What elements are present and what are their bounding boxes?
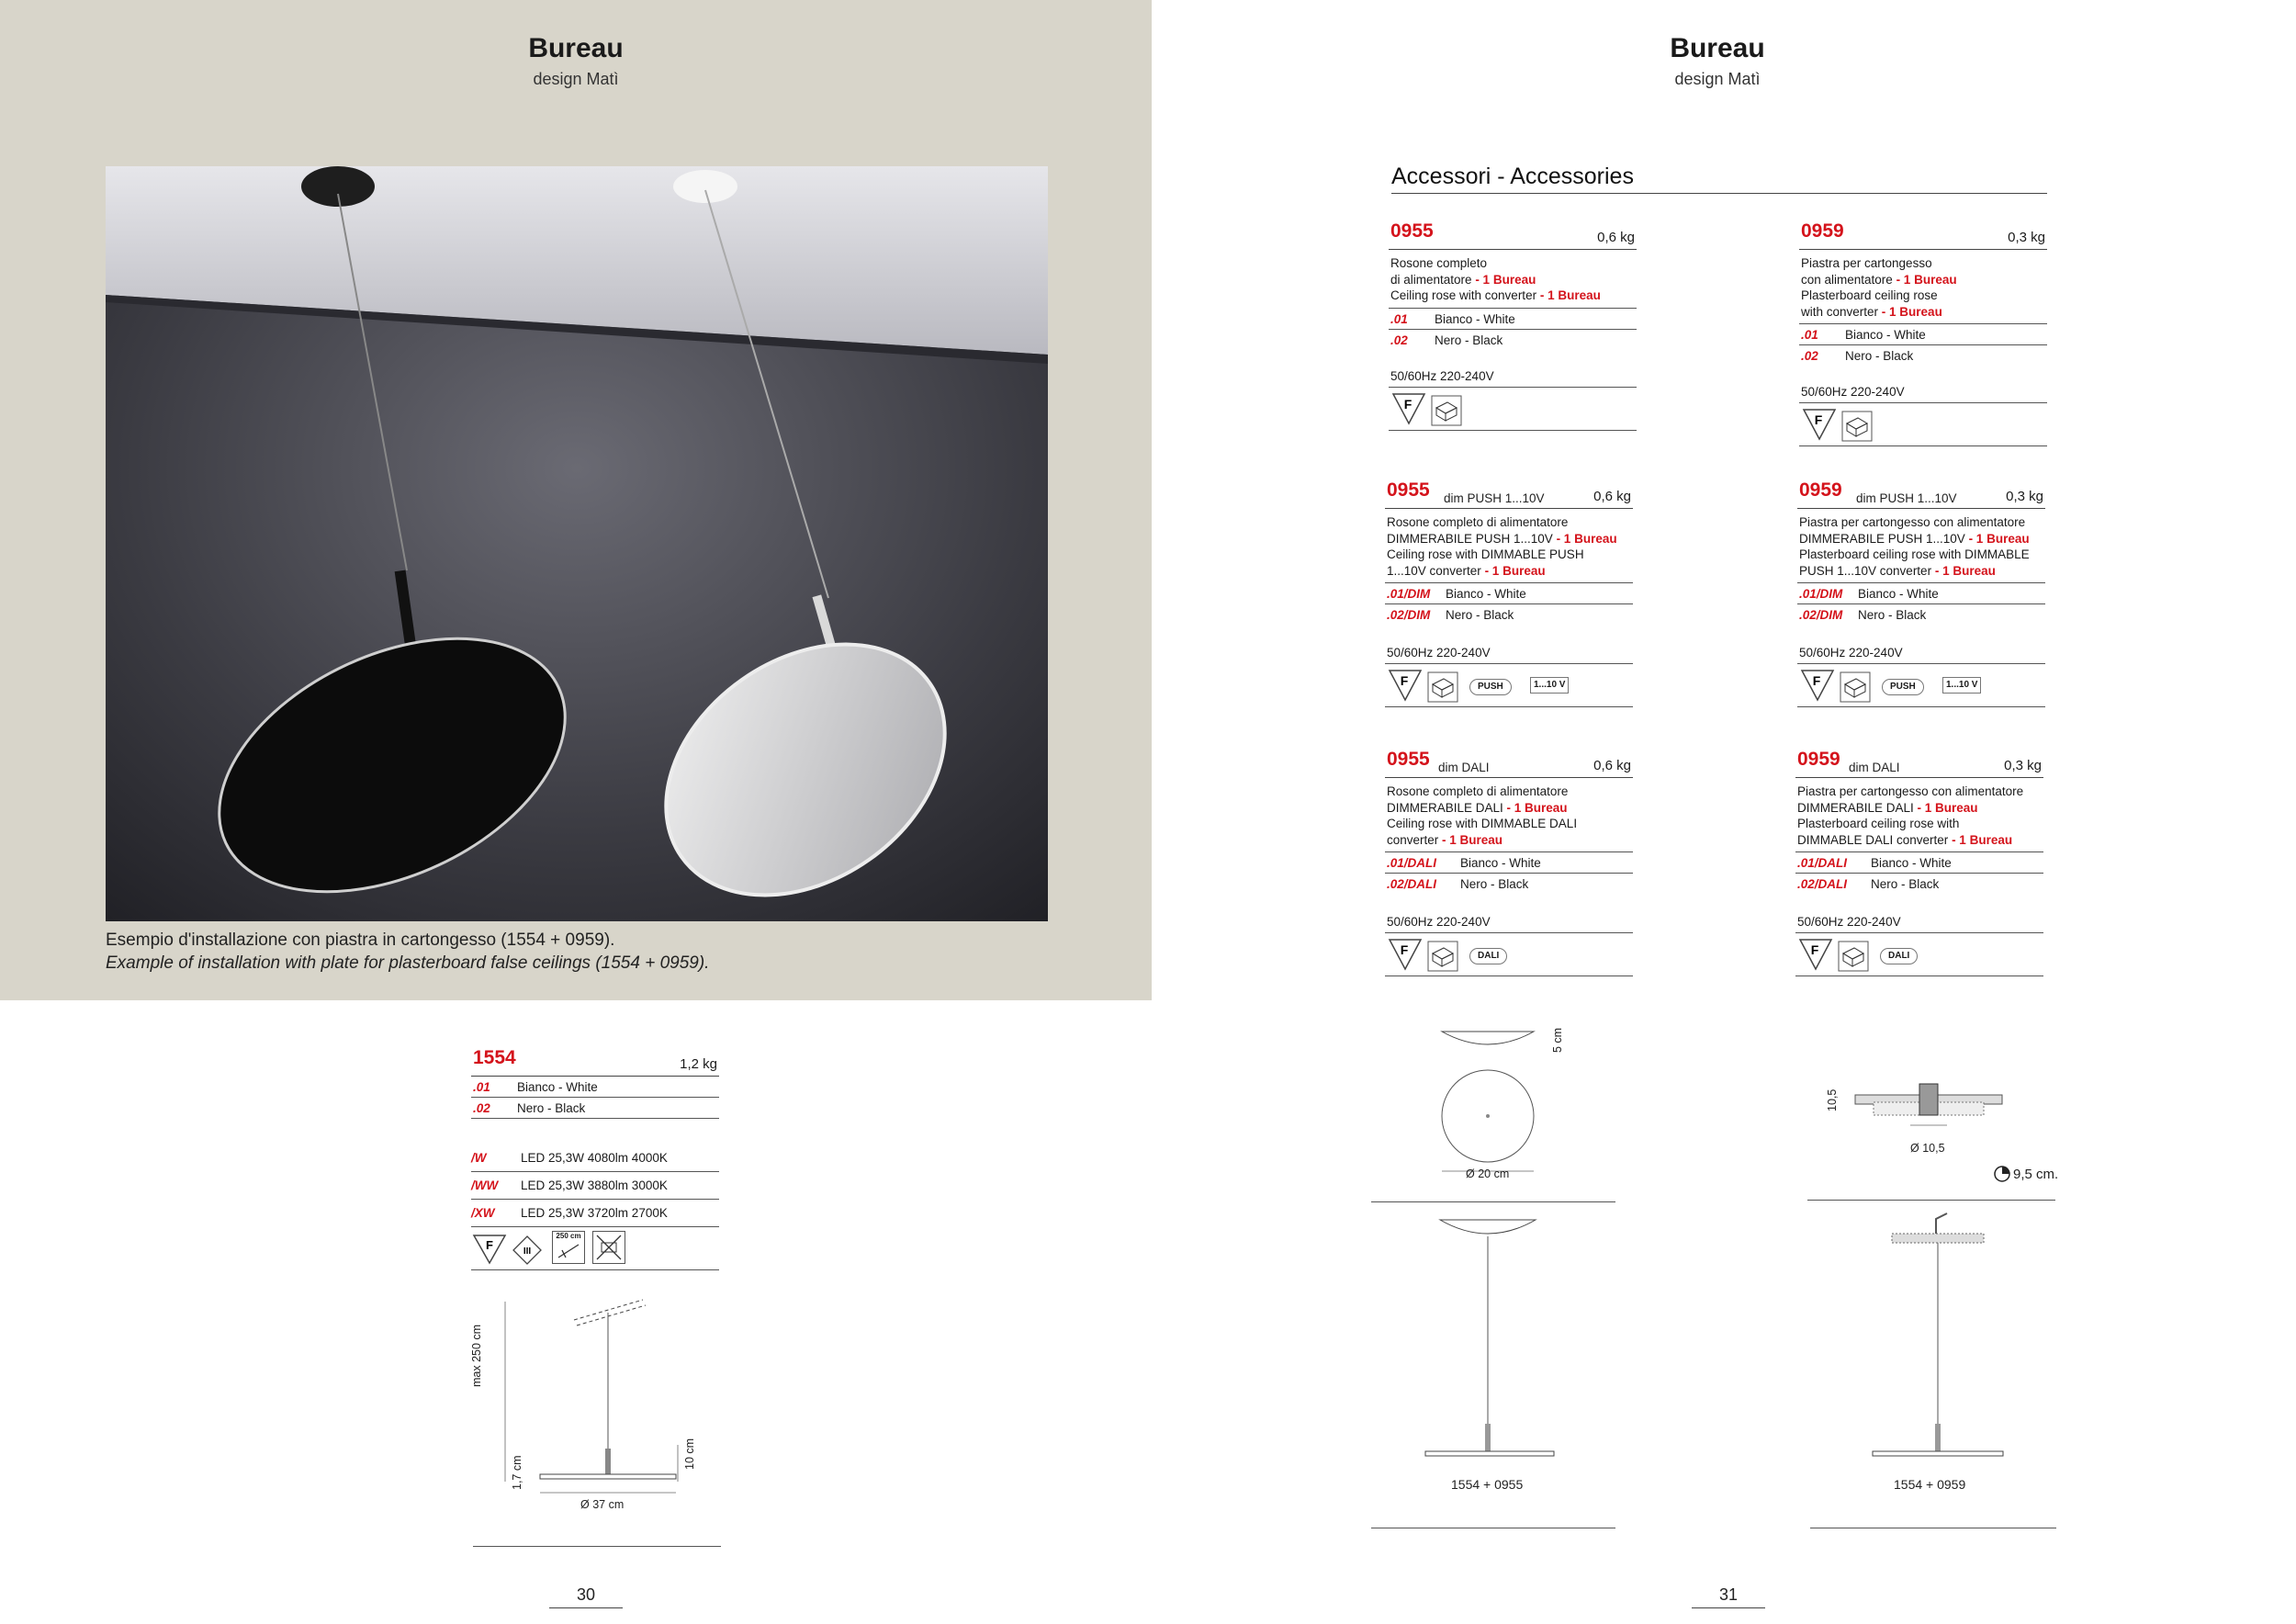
variant-name: Nero - Black — [1871, 877, 1940, 891]
description-text: Ceiling rose with converter — [1390, 288, 1537, 302]
accessory-description — [1795, 778, 2043, 851]
variant-code: .02 — [473, 1101, 490, 1115]
variant-name: Nero - Black — [1435, 333, 1503, 347]
converter-icon — [1427, 941, 1458, 972]
description-text: DIMMABLE DALI converter — [1797, 832, 1949, 847]
f-class-icon — [1801, 407, 1838, 442]
description-line — [1797, 800, 2042, 817]
right-page-title: Bureau — [1670, 33, 1765, 63]
push-badge: PUSH — [1882, 679, 1924, 695]
variant-code: .02/DIM — [1799, 608, 1843, 622]
description-line — [1387, 547, 1631, 563]
right-page-subtitle: design Matì — [1674, 70, 1761, 88]
variant-row — [1385, 582, 1633, 603]
installation-photo — [106, 166, 1048, 921]
section-title: Accessori - Accessories — [1391, 164, 1634, 189]
accessory-subtitle: dim PUSH 1...10V — [1444, 491, 1545, 505]
variant-row — [1795, 851, 2043, 873]
variant-name: Bianco - White — [1871, 856, 1952, 870]
converter-icon — [1838, 941, 1869, 972]
led-spec: LED 25,3W 3880lm 3000K — [521, 1179, 668, 1192]
accessory-description — [1799, 250, 2047, 323]
product-1554-block — [471, 1047, 719, 1270]
photo-caption — [106, 929, 709, 975]
no-cover-icon — [592, 1231, 625, 1264]
description-text: Piastra per cartongesso con alimentatore — [1797, 784, 2024, 798]
description-highlight: - 1 Bureau — [1480, 563, 1546, 578]
description-text: con alimentatore — [1801, 272, 1893, 287]
accessory-code: 0959 — [1797, 749, 1840, 770]
accessory-subtitle: dim DALI — [1849, 761, 1900, 774]
description-line — [1799, 531, 2043, 547]
accessory-code: 0955 — [1387, 479, 1430, 501]
accessory-header — [1795, 751, 2043, 778]
variant-row — [1797, 603, 2045, 625]
combo-0959-label: 1554 + 0959 — [1894, 1477, 1966, 1492]
accessory-code: 0959 — [1801, 220, 1844, 242]
led-row — [471, 1145, 719, 1172]
f-class-icon — [1387, 937, 1424, 972]
product-code: 1554 — [473, 1047, 516, 1068]
description-line — [1387, 832, 1631, 849]
variant-name: Nero - Black — [1446, 608, 1514, 622]
description-highlight: - 1 Bureau — [1892, 272, 1957, 287]
description-line — [1801, 255, 2045, 272]
accessory-description — [1385, 778, 1633, 851]
description-line — [1390, 255, 1635, 272]
drawing-bottom-rule — [473, 1546, 721, 1547]
class-iii-icon — [512, 1235, 543, 1266]
description-line — [1390, 288, 1635, 304]
accessory-subtitle: dim DALI — [1438, 761, 1490, 774]
cable-length-label: 250 cm — [556, 1232, 581, 1240]
f-label: F — [1403, 396, 1412, 412]
description-text: with converter — [1801, 304, 1879, 319]
description-highlight: - 1 Bureau — [1438, 832, 1503, 847]
accessory-code: 0955 — [1390, 220, 1434, 242]
variant-name: Nero - Black — [517, 1101, 586, 1115]
description-line — [1799, 514, 2043, 531]
f-class-icon — [471, 1233, 508, 1266]
depth-label: 10 cm — [683, 1438, 696, 1470]
variant-code: .01/DIM — [1799, 587, 1843, 601]
accessory-0955-block — [1389, 220, 1637, 431]
description-line — [1797, 784, 2042, 800]
plate-height-label: 10,5 — [1826, 1088, 1839, 1111]
description-text: DIMMERABILE DALI — [1797, 800, 1914, 815]
description-line — [1390, 272, 1635, 288]
description-line — [1387, 816, 1631, 832]
variant-row — [1389, 308, 1637, 329]
accessory-icons — [1797, 664, 2045, 707]
rule — [1807, 1200, 2055, 1201]
accessory-description — [1797, 509, 2045, 582]
push-badge: PUSH — [1469, 679, 1512, 695]
variant-code: .02 — [1390, 333, 1408, 347]
left-page-title: Bureau — [528, 33, 624, 63]
description-line — [1387, 800, 1631, 817]
voltage: 50/60Hz 220-240V — [1385, 643, 1633, 664]
description-text: DIMMERABILE PUSH 1...10V — [1387, 531, 1553, 546]
description-line — [1797, 832, 2042, 849]
variant-code: .02/DALI — [1387, 877, 1437, 891]
description-line — [1387, 563, 1631, 580]
description-highlight: - 1 Bureau — [1878, 304, 1942, 319]
description-highlight: - 1 Bureau — [1471, 272, 1536, 287]
product-1554-drawing — [478, 1291, 726, 1529]
variant-name: Bianco - White — [1845, 328, 1926, 342]
variant-code: .01/DIM — [1387, 587, 1431, 601]
caption-english: Example of installation with plate for plasterboard false ceilings (1554 + 0959). — [106, 953, 710, 973]
variant-code: .01 — [1801, 328, 1818, 342]
variant-name: Bianco - White — [517, 1080, 598, 1094]
converter-icon — [1840, 671, 1871, 703]
description-highlight: - 1 Bureau — [1948, 832, 2013, 847]
accessory-description — [1389, 250, 1637, 308]
accessory-icons — [1795, 933, 2043, 976]
voltage: 50/60Hz 220-240V — [1797, 643, 2045, 664]
converter-icon — [1431, 395, 1462, 426]
right-page-number — [1692, 1585, 1765, 1605]
plate-diameter-label: Ø 10,5 — [1910, 1142, 1945, 1155]
rose-diameter-label: Ø 20 cm — [1466, 1167, 1510, 1180]
variant-code: .02/DIM — [1387, 608, 1431, 622]
converter-icon — [1841, 411, 1873, 442]
variant-row — [1385, 873, 1633, 894]
dim-range-badge: 1...10 V — [1942, 677, 1981, 694]
description-line — [1801, 304, 2045, 321]
description-text: DIMMERABILE PUSH 1...10V — [1799, 531, 1965, 546]
variant-row — [471, 1097, 719, 1119]
accessory-description — [1385, 509, 1633, 582]
accessory-icons — [1389, 388, 1637, 431]
led-row — [471, 1172, 719, 1200]
accessory-code: 0955 — [1387, 749, 1430, 770]
description-line — [1799, 547, 2043, 563]
variant-code: .02/DALI — [1797, 877, 1848, 891]
accessory-icons — [1385, 933, 1633, 976]
led-spec: LED 25,3W 3720lm 2700K — [521, 1206, 668, 1220]
variant-row — [1385, 603, 1633, 625]
accessory-header — [1385, 479, 1633, 509]
f-class-icon — [1799, 668, 1836, 703]
combo-0959-drawing — [1855, 1208, 2020, 1465]
voltage: 50/60Hz 220-240V — [1795, 912, 2043, 933]
led-code: /WW — [471, 1179, 499, 1192]
variant-code: .02 — [1801, 349, 1818, 363]
description-text: DIMMERABILE DALI — [1387, 800, 1503, 815]
description-text: 1...10V converter — [1387, 563, 1481, 578]
variant-row — [471, 1077, 719, 1097]
variant-name: Nero - Black — [1858, 608, 1927, 622]
description-text: Plasterboard ceiling rose with DIMMABLE — [1799, 547, 2030, 561]
variant-name: Nero - Black — [1460, 877, 1529, 891]
accessory-0959-block — [1797, 479, 2045, 707]
variant-name: Bianco - White — [1435, 311, 1515, 326]
f-label: F — [486, 1238, 493, 1252]
description-line — [1801, 272, 2045, 288]
accessory-0955-block — [1385, 479, 1633, 707]
accessory-weight: 0,6 kg — [1593, 489, 1631, 504]
description-line — [1797, 816, 2042, 832]
description-line — [1387, 784, 1631, 800]
f-class-icon — [1390, 391, 1427, 426]
description-line — [1387, 531, 1631, 547]
description-text: PUSH 1...10V converter — [1799, 563, 1932, 578]
variant-code: .01/DALI — [1797, 856, 1848, 870]
accessory-header — [1799, 220, 2047, 250]
accessory-icons — [1799, 403, 2047, 446]
accessory-icons — [1385, 664, 1633, 707]
voltage: 50/60Hz 220-240V — [1385, 912, 1633, 933]
variant-row — [1799, 344, 2047, 366]
f-label: F — [1400, 673, 1409, 688]
f-label: F — [1812, 673, 1821, 688]
voltage: 50/60Hz 220-240V — [1389, 367, 1637, 388]
hole-label: 9,5 cm. — [2013, 1167, 2059, 1182]
description-text: Rosone completo di alimentatore — [1387, 784, 1569, 798]
variant-row — [1389, 329, 1637, 350]
accessory-header — [1389, 220, 1637, 250]
f-label: F — [1810, 942, 1819, 957]
accessory-code: 0959 — [1799, 479, 1842, 501]
description-line — [1799, 563, 2043, 580]
description-text: Piastra per cartongesso — [1801, 256, 1932, 270]
diameter-label: Ø 37 cm — [580, 1498, 625, 1511]
description-text: Ceiling rose with DIMMABLE PUSH — [1387, 547, 1584, 561]
description-highlight: - 1 Bureau — [1913, 800, 1978, 815]
accessory-weight: 0,3 kg — [2008, 230, 2045, 245]
accessory-weight: 0,6 kg — [1597, 230, 1635, 245]
variant-code: .01/DALI — [1387, 856, 1437, 870]
accessory-header — [1385, 751, 1633, 778]
accessory-0959-block — [1799, 220, 2047, 446]
product-weight: 1,2 kg — [680, 1056, 717, 1072]
variant-row — [1385, 851, 1633, 873]
accessory-weight: 0,3 kg — [2004, 758, 2042, 773]
converter-icon — [1427, 671, 1458, 703]
accessory-weight: 0,3 kg — [2006, 489, 2043, 504]
variant-name: Bianco - White — [1460, 856, 1541, 870]
description-text: Rosone completo — [1390, 256, 1488, 270]
product-1554-header — [471, 1047, 719, 1077]
description-text: converter — [1387, 832, 1439, 847]
description-highlight: - 1 Bureau — [1503, 800, 1568, 815]
f-label: F — [1400, 942, 1409, 957]
led-row — [471, 1200, 719, 1227]
product-icons — [471, 1227, 719, 1270]
description-highlight: - 1 Bureau — [1552, 531, 1617, 546]
voltage: 50/60Hz 220-240V — [1799, 382, 2047, 403]
f-class-icon — [1387, 668, 1424, 703]
variant-code: .01 — [473, 1080, 490, 1094]
cable-250cm-icon — [552, 1231, 585, 1264]
variant-row — [1797, 582, 2045, 603]
variant-row — [1799, 323, 2047, 344]
variant-name: Nero - Black — [1845, 349, 1914, 363]
dim-range-badge: 1...10 V — [1530, 677, 1569, 694]
height-label: max 250 cm — [470, 1324, 483, 1387]
accessory-0955-block — [1385, 751, 1633, 976]
combo-0955-drawing — [1414, 1212, 1561, 1470]
rule — [1371, 1201, 1615, 1202]
led-code: /W — [471, 1151, 487, 1165]
description-text: Plasterboard ceiling rose — [1801, 288, 1938, 302]
drill-hole-icon — [1993, 1165, 2011, 1183]
f-class-icon — [1797, 937, 1834, 972]
variant-name: Bianco - White — [1858, 587, 1939, 601]
variant-code: .01 — [1390, 311, 1408, 326]
left-page-number — [549, 1585, 623, 1605]
left-page-number-text: 30 — [576, 1585, 596, 1604]
right-page-number-text: 31 — [1718, 1585, 1739, 1604]
rose-0955-drawing — [1373, 1015, 1649, 1208]
description-text: Ceiling rose with DIMMABLE DALI — [1387, 817, 1578, 830]
description-line — [1801, 288, 2045, 304]
f-label: F — [1814, 412, 1823, 427]
caption-italian: Esempio d'installazione con piastra in cartongesso (1554 + 0959). — [106, 930, 615, 950]
variant-row — [1795, 873, 2043, 894]
led-code: /XW — [471, 1206, 495, 1220]
thickness-label: 1,7 cm — [511, 1455, 523, 1490]
description-text: Piastra per cartongesso con alimentatore — [1799, 515, 2026, 529]
dali-badge: DALI — [1880, 948, 1918, 964]
section-rule — [1391, 193, 2047, 194]
accessory-header — [1797, 479, 2045, 509]
led-spec: LED 25,3W 4080lm 4000K — [521, 1151, 668, 1165]
description-highlight: - 1 Bureau — [1931, 563, 1996, 578]
accessory-weight: 0,6 kg — [1593, 758, 1631, 773]
left-page-subtitle: design Matì — [533, 70, 619, 88]
class-iii-label: III — [523, 1246, 532, 1257]
rose-height-label: 5 cm — [1551, 1027, 1564, 1053]
description-highlight: - 1 Bureau — [1536, 288, 1601, 302]
description-text: Plasterboard ceiling rose with — [1797, 817, 1960, 830]
description-text: Rosone completo di alimentatore — [1387, 515, 1569, 529]
description-highlight: - 1 Bureau — [1964, 531, 2030, 546]
dali-badge: DALI — [1469, 948, 1507, 964]
variant-name: Bianco - White — [1446, 587, 1526, 601]
combo-0955-label: 1554 + 0955 — [1451, 1477, 1524, 1492]
description-line — [1387, 514, 1631, 531]
accessory-subtitle: dim PUSH 1...10V — [1856, 491, 1957, 505]
plate-0959-drawing — [1828, 1066, 2030, 1139]
description-text: di alimentatore — [1390, 272, 1472, 287]
accessory-0959-block — [1795, 751, 2043, 976]
